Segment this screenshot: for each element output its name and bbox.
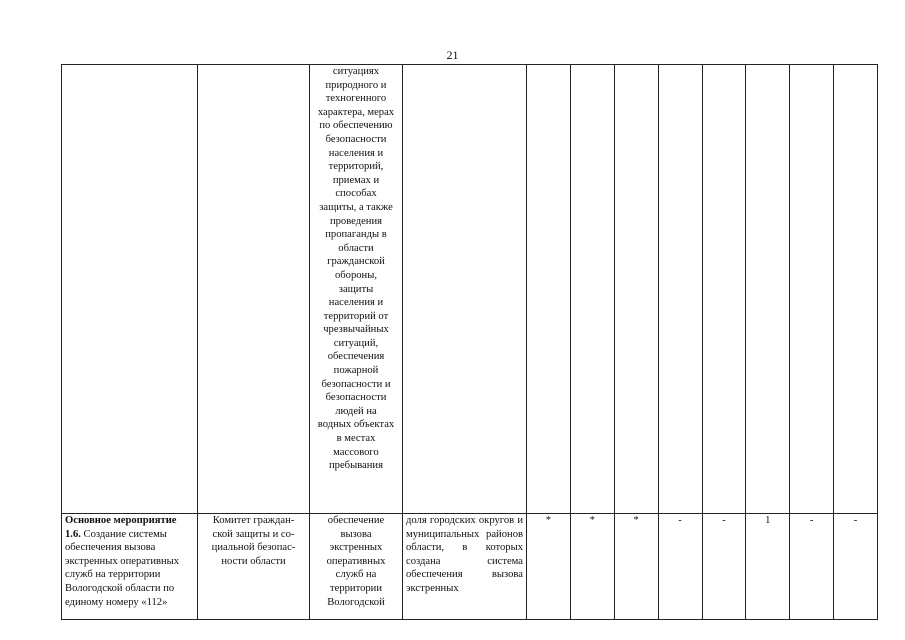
mark-cell: 1	[746, 514, 790, 620]
indicator-text: доля городских округов и муниципальных районов области, в которых создана система обеспечения вызова экстренных	[406, 515, 523, 594]
activity-name-text: Создание системы обеспечения вызова экстренных оперативных служб на территории Вологодской области по единому номеру «112»	[65, 528, 180, 608]
mark-cell	[658, 65, 702, 514]
executor-text: Комитет граждан- ской защиты и со- циальной безопас- ности области	[211, 515, 296, 567]
mark-cell	[570, 65, 614, 514]
mark-cell: *	[570, 514, 614, 620]
mark-cell: *	[614, 514, 658, 620]
indicator-cell	[403, 65, 527, 514]
mark-cell: *	[527, 514, 571, 620]
indicator-cell	[403, 514, 527, 620]
mark-cell: -	[790, 514, 834, 620]
activity-name-cell	[62, 514, 198, 620]
program-activities-table	[61, 64, 878, 620]
mark-cell	[790, 65, 834, 514]
result-text: обеспечение вызова экстренных оперативных служб на территории Вологодской	[326, 515, 386, 608]
result-cell	[310, 65, 403, 514]
mark-cell	[702, 65, 746, 514]
mark-cell	[746, 65, 790, 514]
mark-cell	[527, 65, 571, 514]
mark-cell: -	[702, 514, 746, 620]
result-text: ситуациях природного и техногенного характера, мерах по обеспечению безопасности населения и территорий, приемах и способах защиты, а также проведения пропаганды в области гражданской обороны, защиты населения и территорий от чрезвычайных ситуаций, обеспечения пожарной безопасности и безопасности людей на водных объектах в местах массового пребывания	[317, 66, 395, 472]
result-cell	[310, 514, 403, 620]
executor-cell	[198, 514, 310, 620]
activity-name-cell	[62, 65, 198, 514]
activity-name-bold: Основное мероприятие 1.6.	[65, 515, 177, 540]
mark-cell: -	[658, 514, 702, 620]
mark-cell	[834, 65, 878, 514]
page-number: 21	[446, 48, 459, 62]
table-row-activity-1-6	[62, 514, 878, 620]
mark-cell: -	[834, 514, 878, 620]
executor-cell	[198, 65, 310, 514]
mark-cell	[614, 65, 658, 514]
table-row-continued	[62, 65, 878, 514]
